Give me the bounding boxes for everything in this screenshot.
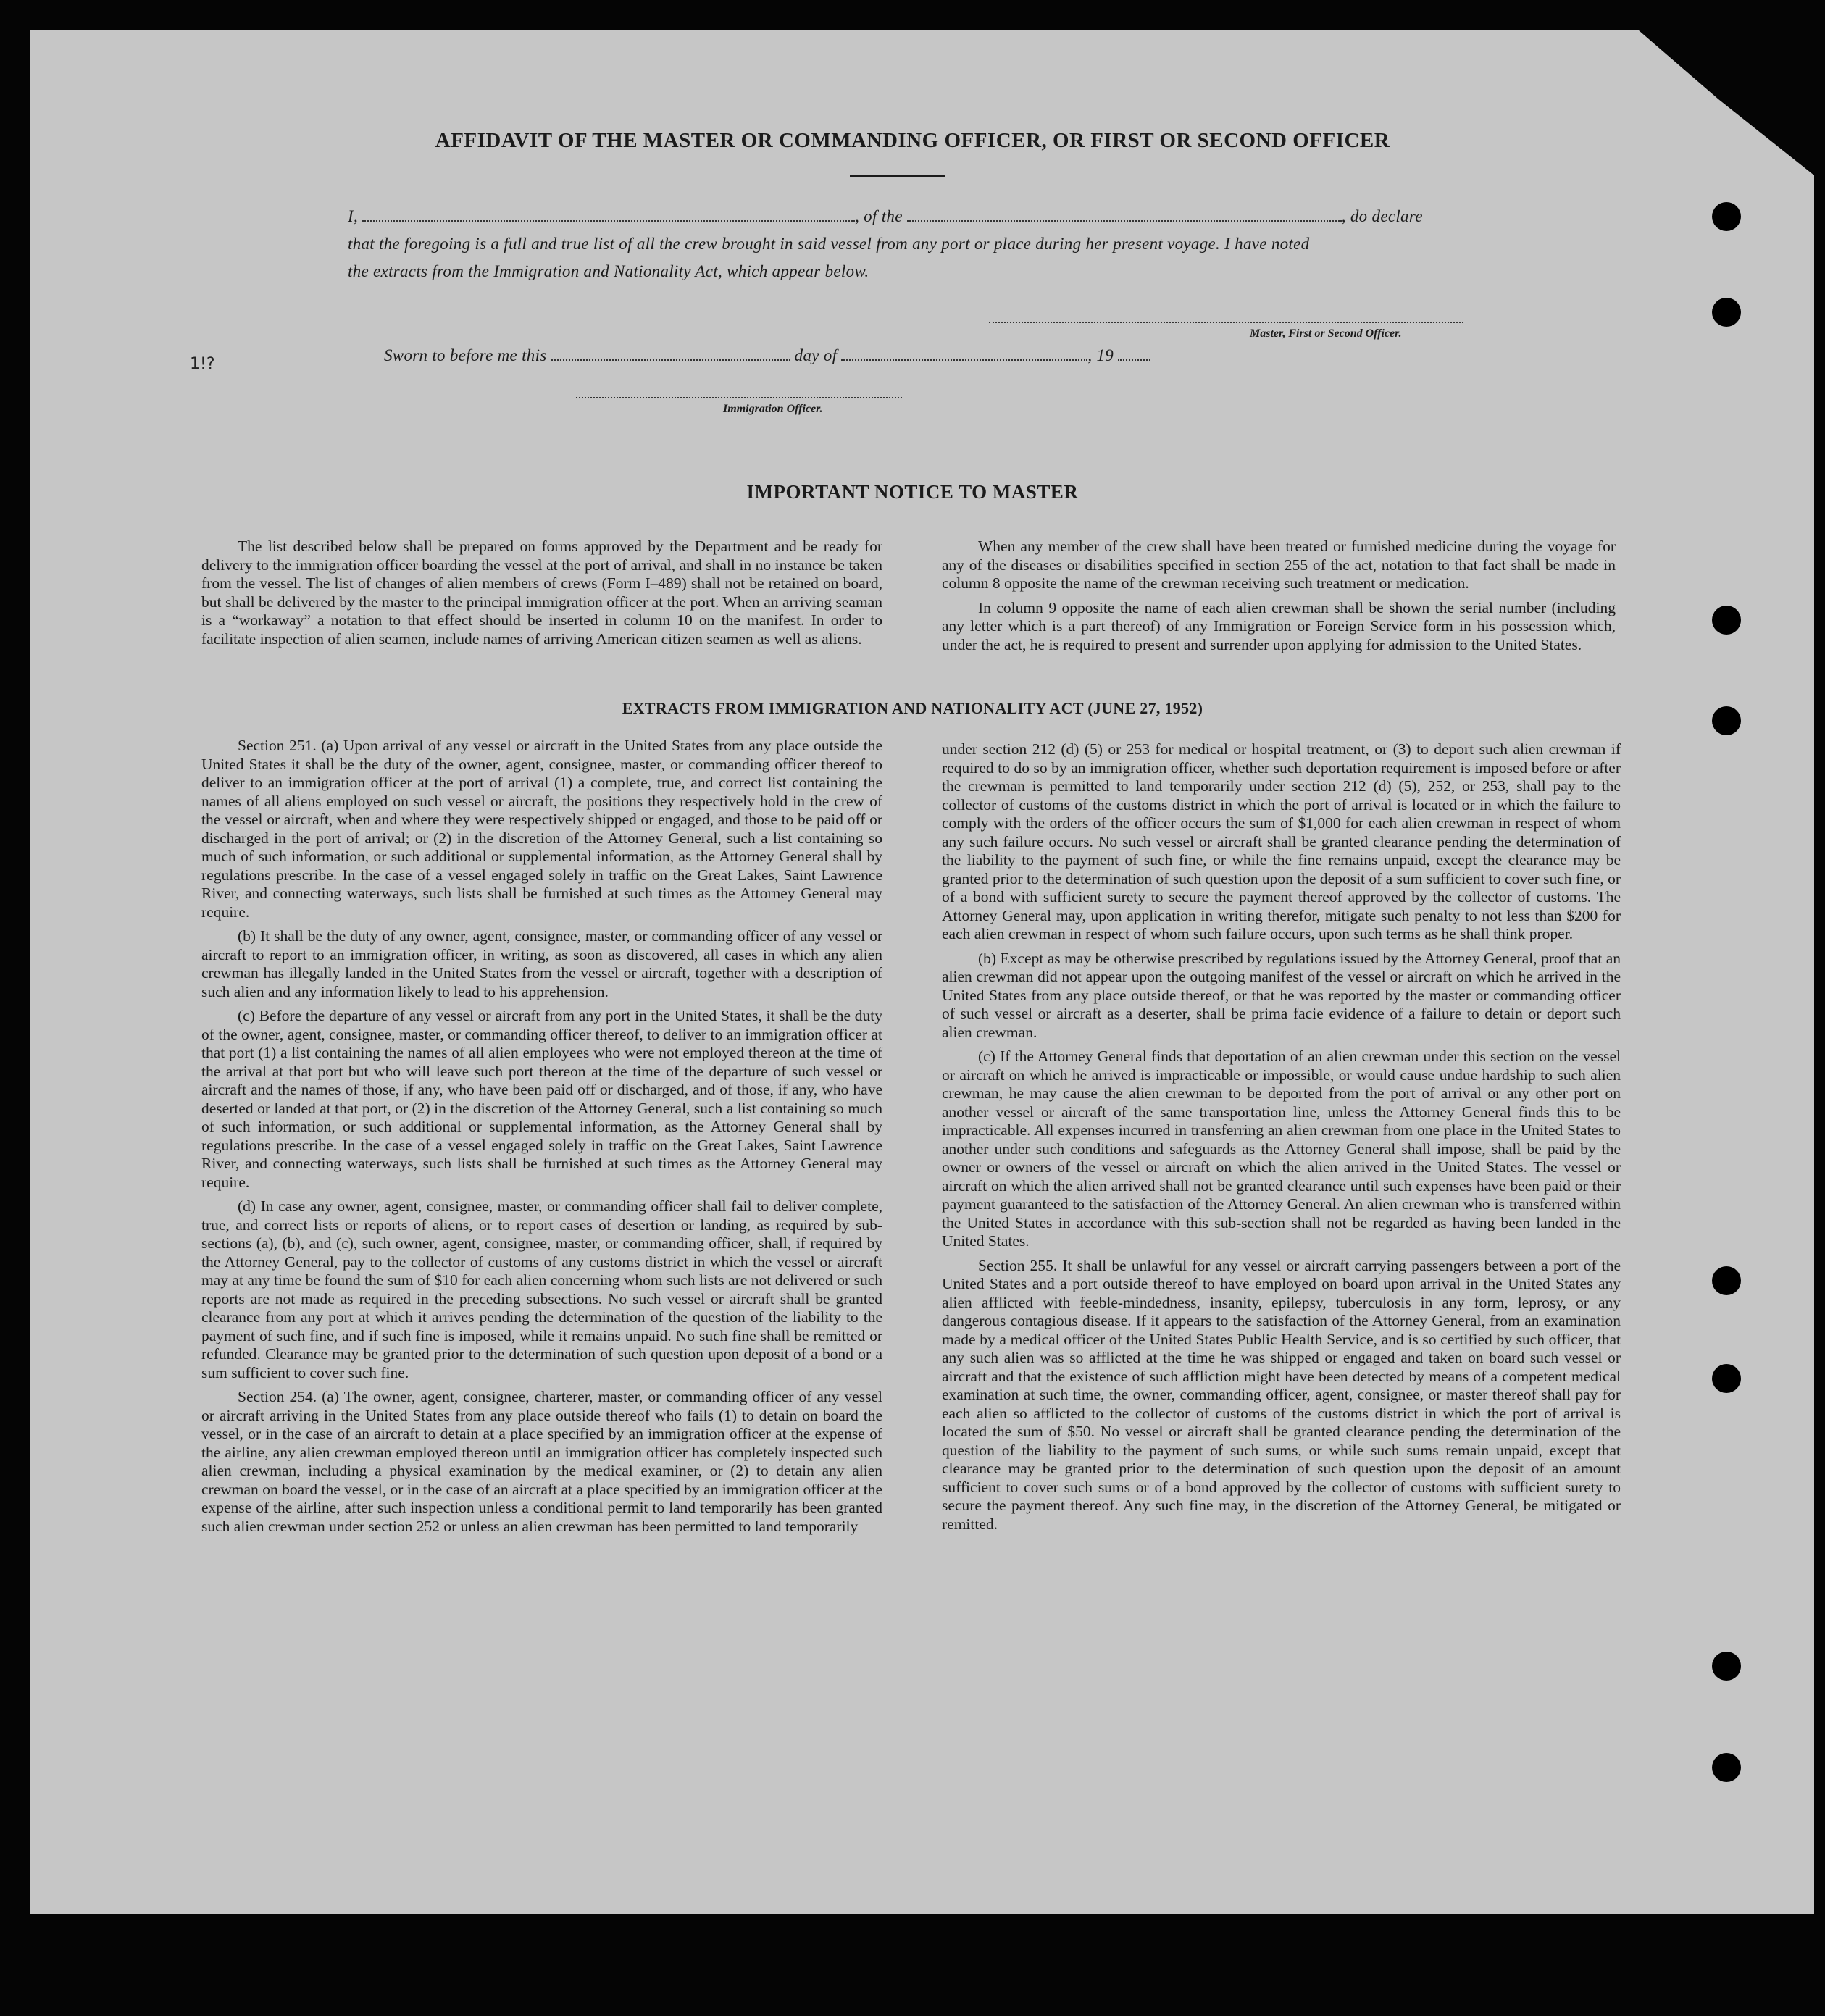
punch-hole — [1712, 1364, 1741, 1393]
extract-paragraph: Section 251. (a) Upon arrival of any vessel or aircraft in the United States from any place outside the United States it shall be the duty of the owner, agent, consignee, master, or commanding officer thereof to deliver to an immigration officer at the port of arrival (1) a complete, true, and correct list containing the names of all aliens employed on such vessel or aircraft, the positions they respectively hold in the crew of the vessel or aircraft, when and where they were respectively shipped or engaged, and those to be paid off or discharged in the port of arrival; or (2) in the discretion of the Attorney General, such a list containing so much of such information, or such additional or supplemental information, as the Attorney General shall by regulations prescribe. In the case of a vessel engaged solely in traffic on the Great Lakes, Saint Lawrence River, and connecting waterways, such lists shall be furnished at such times as the Attorney General may require. — [201, 737, 882, 921]
notice-paragraph: The list described below shall be prepared on forms approved by the Department and be ready for delivery to the immigration officer boarding the vessel at the port of arrival, and shall in no instance be taken from the vessel. The list of changes of alien members of crews (Form I–489) shall not be retained on board, but shall be delivered by the master to the principal immigration officer at the port. When an arriving seaman is a “workaway” a notation to that effect should be inserted in column 10 on the manifest. In order to facilitate inspection of alien seamen, include names of arriving American citizen seamen as well as aliens. — [201, 538, 882, 648]
affidavit-line-2: that the foregoing is a full and true list of all the crew brought in said vessel from any port or place during her present voyage. I have noted — [348, 235, 1310, 253]
vessel-name-field[interactable] — [907, 207, 1342, 222]
extract-paragraph: Section 254. (a) The owner, agent, consignee, charterer, master, or commanding officer of any vessel or aircraft arriving in the United States from any place outside thereof who fails (1) to detain on board the vessel, or in the case of an aircraft to detain at a place specified by an immigration officer at the expense of the airline, any alien crewman employed thereon until an immigration officer has completely inspected such alien crewman, including a physical examination by the medical examiner, or (2) to detain any alien crewman on board the vessel, or in the case of an aircraft at a place specified by an immigration officer at the expense of the airline, after such inspection unless a conditional permit to land temporarily has been granted such alien crewman under section 252 or unless an alien crewman has been permitted to land temporarily — [201, 1388, 882, 1535]
notice-right-column — [942, 538, 1616, 660]
punch-hole — [1712, 298, 1741, 327]
vessel-label: , of the — [855, 207, 903, 225]
extract-paragraph: (b) It shall be the duty of any owner, agent, consignee, master, or commanding officer of any vessel or aircraft to report to an immigration officer, in writing, as soon as discovered, all cases in which any alien crewman has illegally landed in the United States from the vessel or aircraft, together with a description of such alien and any information likely to lead to his apprehension. — [201, 927, 882, 1000]
affidavit-line-3: the extracts from the Immigration and Nationality Act, which appear below. — [348, 262, 869, 280]
notice-paragraph: When any member of the crew shall have been treated or furnished medicine during the voyage for any of the diseases or disabilities specified in section 255 of the act, notation to that fact shall be made in column 8 opposite the name of the crewman receiving such treatment or medication. — [942, 538, 1616, 592]
officer-caption: Immigration Officer. — [723, 403, 823, 415]
declare-label: , do declare — [1341, 207, 1423, 225]
punch-hole — [1712, 606, 1741, 635]
extract-paragraph: (b) Except as may be otherwise prescribed by regulations issued by the Attorney General, proof that an alien crewman did not appear upon the outgoing manifest of the vessel or aircraft on which he arrived in the United States from any place outside thereof, or that he was reported by the master or commanding officer of such vessel or aircraft as a deserter, shall be prima facie evidence of a failure to detain or deport such alien crewman. — [942, 949, 1621, 1041]
notice-paragraph: In column 9 opposite the name of each alien crewman shall be shown the serial number (including any letter which is a part thereof) of any Immigration or Foreign Service form in his possession which, under the act, he is required to present and surrender upon applying for admission to the United States. — [942, 598, 1616, 653]
title-rule — [850, 175, 945, 177]
notice-title: IMPORTANT NOTICE TO MASTER — [746, 481, 1079, 503]
sworn-month-field[interactable] — [841, 346, 1087, 361]
punch-hole — [1712, 202, 1741, 231]
master-caption: Master, First or Second Officer. — [1250, 327, 1402, 340]
extracts-title: EXTRACTS FROM IMMIGRATION AND NATIONALITY ACT (JUNE 27, 1952) — [622, 699, 1203, 717]
affidavit-title: AFFIDAVIT OF THE MASTER OR COMMANDING OFFICER, OR FIRST OR SECOND OFFICER — [435, 129, 1390, 152]
sworn-day-field[interactable] — [551, 346, 790, 361]
sworn-line — [384, 346, 1150, 365]
punch-hole — [1712, 1266, 1741, 1295]
year-label: , 19 — [1087, 346, 1114, 364]
day-of-label: day of — [794, 346, 838, 364]
declarant-label: I, — [348, 207, 359, 225]
officer-signature-line[interactable] — [576, 397, 902, 398]
extract-paragraph: under section 212 (d) (5) or 253 for medical or hospital treatment, or (3) to deport such alien crewman if required to do so by an immigration officer, whether such deportation requirement is imposed before or after the crewman is permitted to land temporarily under section 212 (d) (5), 252, or 253, shall pay to the collector of customs of the customs district in which the port of arrival is located or in which the failure to comply with the orders of the officer occurs the sum of $1,000 for each alien crewman in respect of whom any such failure occurs. No such vessel or aircraft shall be granted clearance pending the determination of the liability to the payment of such fine, or while the fine remains unpaid, except the clearance may be granted prior to the determination of such question upon the deposit of a sum sufficient to cover such fine, or of a bond with sufficient surety to secure the payment thereof approved by the collector of customs. The Attorney General may, upon application in writing therefor, mitigate such penalty to not less than $200 for each alien crewman in respect of whom such failure occurs, upon such terms as he shall think proper. — [942, 740, 1621, 942]
punch-hole — [1712, 1652, 1741, 1681]
sworn-year-field[interactable] — [1118, 346, 1150, 361]
extracts-right-column — [942, 740, 1621, 1539]
extract-paragraph: Section 255. It shall be unlawful for any vessel or aircraft carrying passengers between a port of the United States and a port outside thereof to have employed on board upon arrival in the United States any alien afflicted with feeble-mindedness, insanity, epilepsy, tuberculosis in any form, leprosy, or any dangerous contagious disease. If it appears to the satisfaction of the Attorney General, from an examination made by a medical officer of the United States Public Health Service, and is so certified by such officer, that any such alien was so afflicted at the time he was shipped or engaged and taken on board such vessel or aircraft and that the existence of such affliction might have been detected by means of a competent medical examination at such time, the owner, commanding officer, agent, consignee, or master thereof shall pay for each alien so afflicted to the collector of customs of the customs district in which the port of arrival is located the sum of $50. No vessel or aircraft shall be granted clearance pending the determination of the question of the liability to the payment of such sums, or while such sums remain unpaid, except that clearance may be granted prior to the determination of such question upon the deposit of an amount sufficient to cover such sums or of a bond approved by the collector of customs with sufficient surety to secure the payment thereof. Any such fine may, in the discretion of the Attorney General, be mitigated or remitted. — [942, 1256, 1621, 1533]
affidavit-line-1 — [348, 207, 1423, 226]
notice-left-column — [201, 538, 882, 654]
punch-hole — [1712, 1753, 1741, 1782]
extract-paragraph: (d) In case any owner, agent, consignee, master, or commanding officer shall fail to deliver complete, true, and correct lists or reports of aliens, or to report cases of desertion or landing, as required by sub-sections (a), (b), and (c), such owner, agent, consignee, master, or commanding officer, shall, if required by the Attorney General, pay to the collector of customs of any customs district in which the vessel or aircraft may at any time be found the sum of $10 for each alien concerning whom such lists are not delivered or such reports are not made as required in the preceding subsections. No such vessel or aircraft shall be granted clearance from any port at which it arrives pending the determination of the question of the liability to the payment of such fine, and if such fine is imposed, while it remains unpaid. No such fine shall be remitted or refunded. Clearance may be granted prior to the determination of such question upon deposit of a bond or a sum sufficient to cover such fine. — [201, 1197, 882, 1381]
declarant-name-field[interactable] — [362, 207, 855, 222]
master-signature-line[interactable] — [989, 322, 1463, 323]
extract-paragraph: (c) Before the departure of any vessel or aircraft from any port in the United States, it shall be the duty of the owner, agent, consignee, master, or commanding officer thereof, to deliver to an immigration officer at that port (1) a list containing the names of all alien employees who were not employed thereon at the time of the arrival at that port but who will leave such port thereon at the time of the departure of such vessel or aircraft and the names of those, if any, who have been paid off or discharged, and of those, if any, who have deserted or landed at that port, or (2) in the discretion of the Attorney General, such a list containing so much of such information, or such additional or supplemental information, as the Attorney General shall by regulations prescribe. In the case of a vessel engaged solely in traffic on the Great Lakes, Saint Lawrence River, and connecting waterways, such lists shall be furnished at such times as the Attorney General may require. — [201, 1007, 882, 1191]
extracts-left-column — [201, 737, 882, 1542]
margin-mark: 1!? — [190, 355, 215, 373]
extract-paragraph: (c) If the Attorney General finds that deportation of an alien crewman under this section on the vessel or aircraft on which he arrived is impracticable or impossible, or would cause undue hardship to such alien crewman, he may cause the alien crewman to be deported from the port of arrival or any other port on another vessel or aircraft of the same transportation line, unless the Attorney General finds this to be impracticable. All expenses incurred in transferring an alien crewman from one place in the United States to another under such conditions and safeguards as the Attorney General shall impose, shall be paid by the owner or owners of the vessel or aircraft on which the alien arrived in the United States. The vessel or aircraft on which the alien arrived shall not be granted clearance until such expenses have been paid or their payment guaranteed to the satisfaction of the Attorney General. An alien crewman who is transferred within the United States in accordance with this sub-section shall not be regarded as having been landed in the United States. — [942, 1047, 1621, 1250]
sworn-label: Sworn to before me this — [384, 346, 547, 364]
